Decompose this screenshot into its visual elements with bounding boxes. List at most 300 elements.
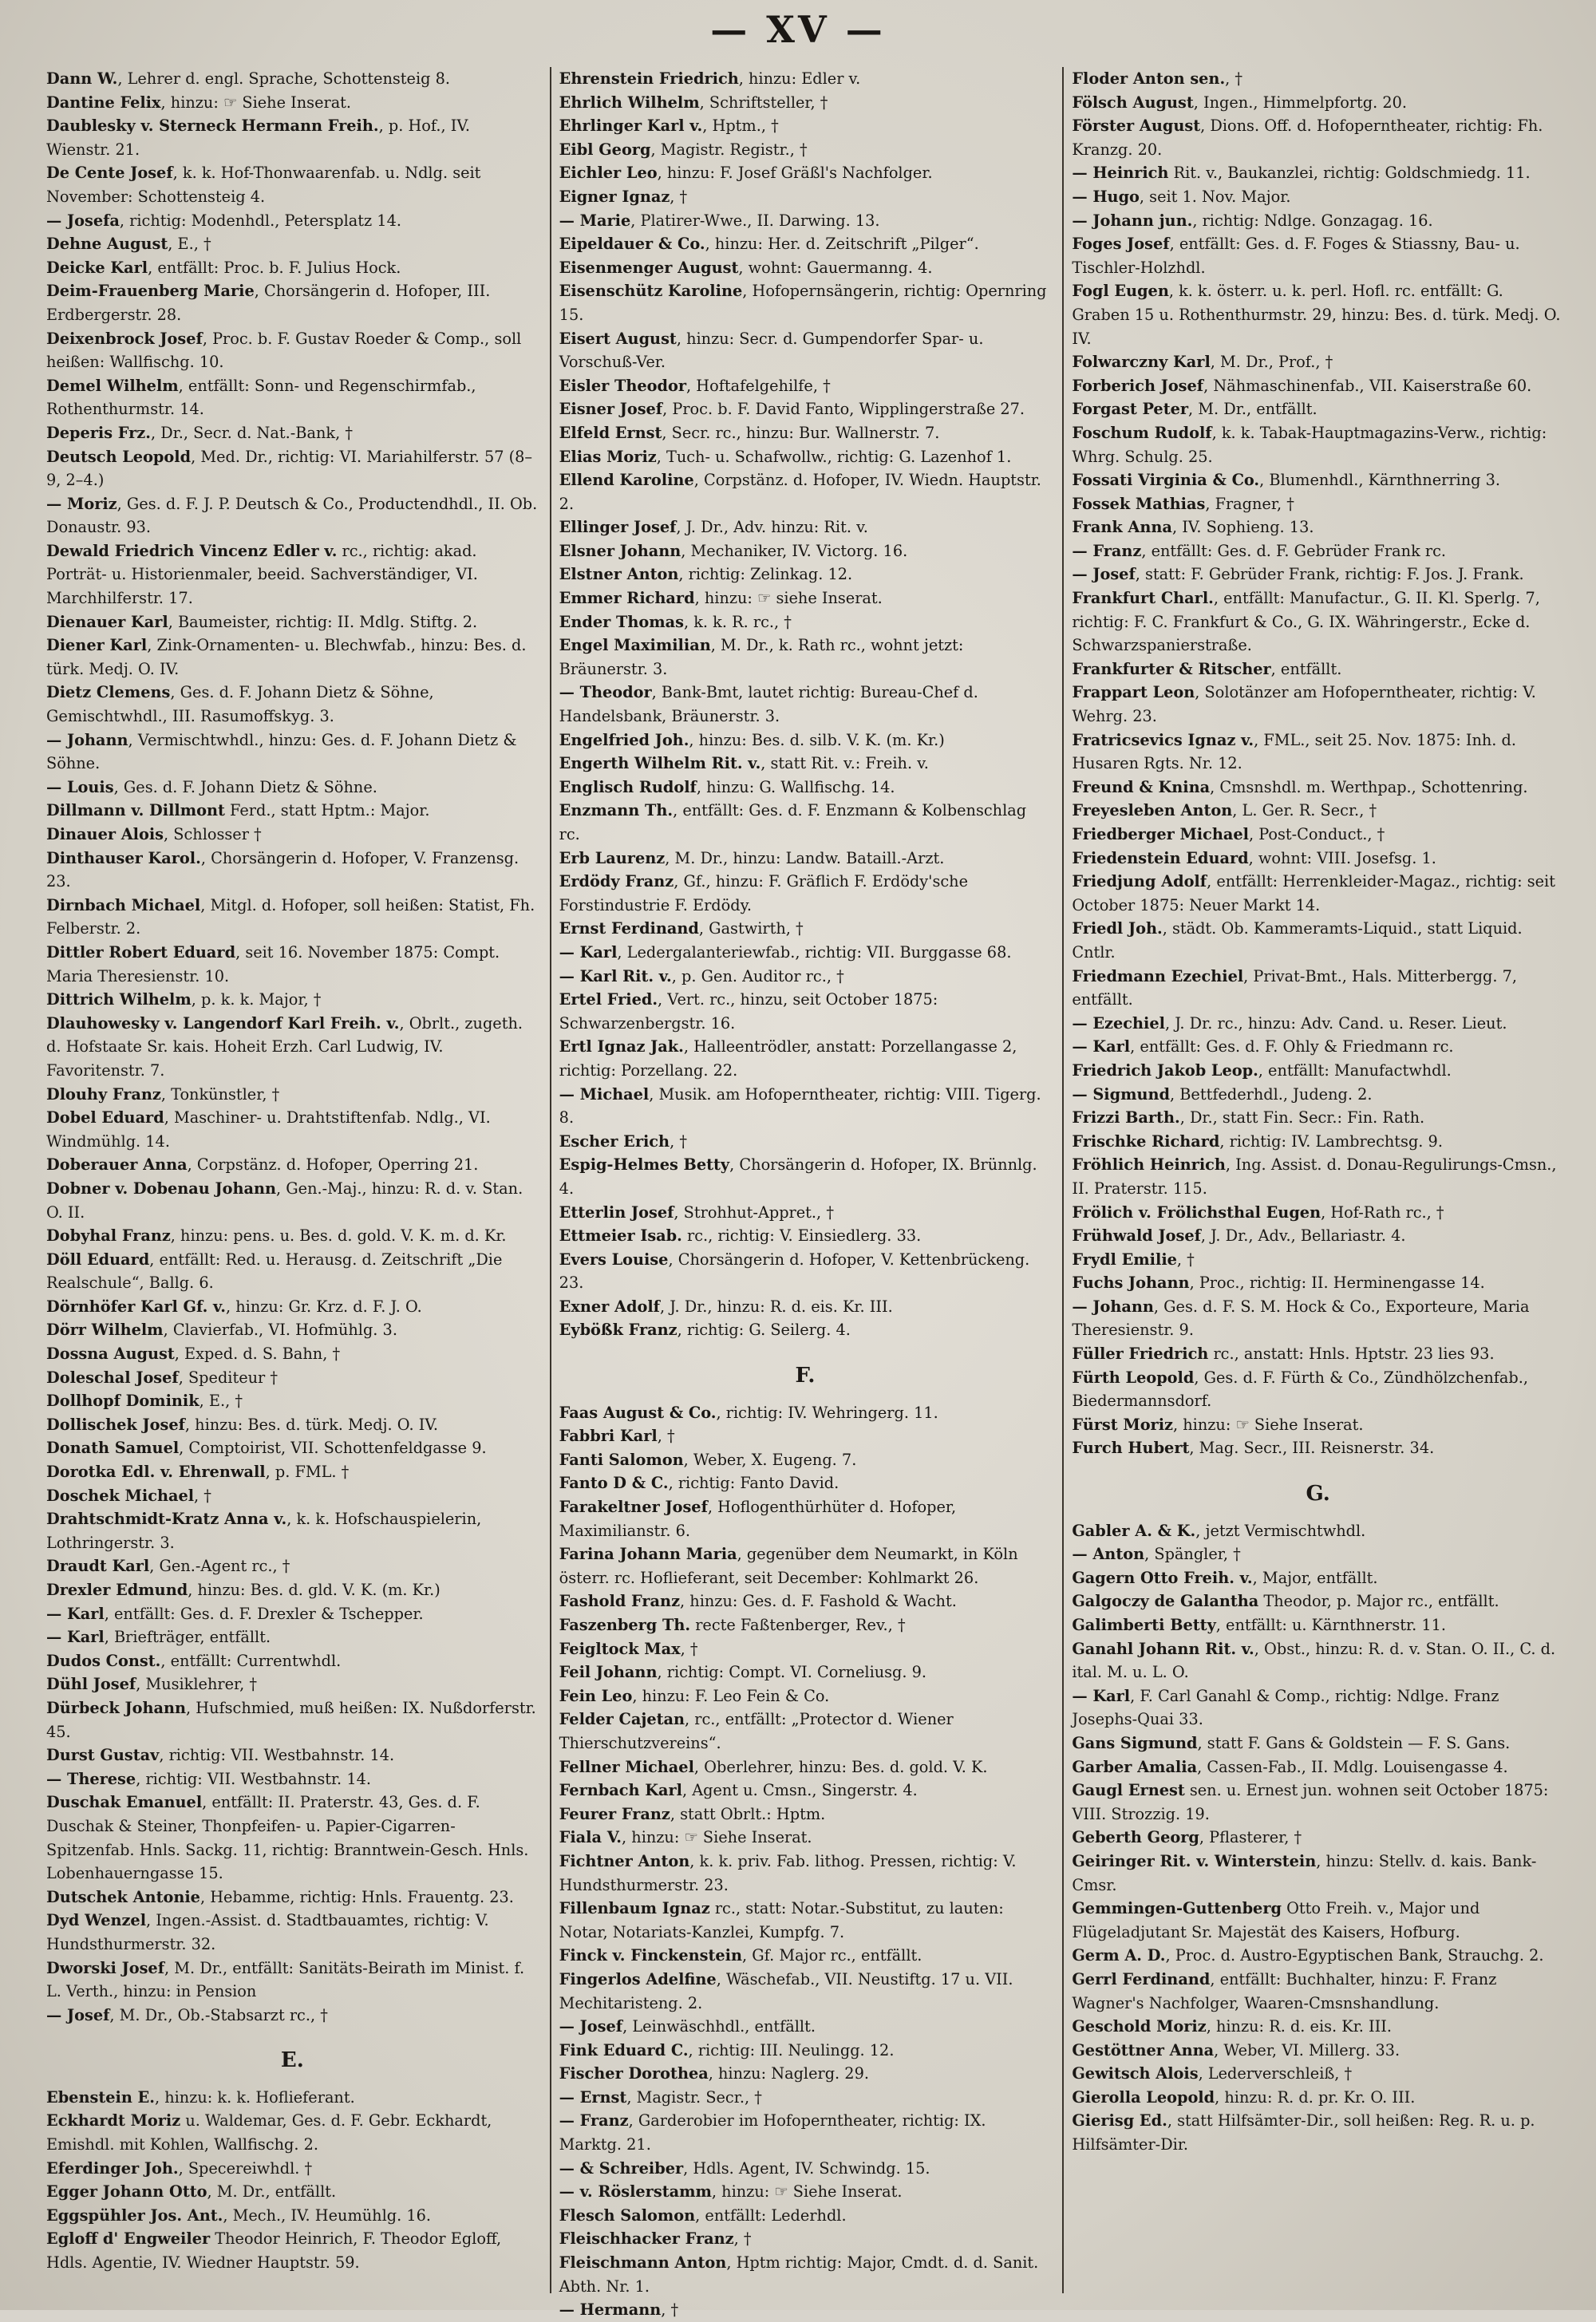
entry-name: Foschum Rudolf <box>1072 423 1212 442</box>
entry-name: Espig-Helmes Betty <box>559 1155 730 1175</box>
directory-entry <box>1072 1589 1564 1613</box>
directory-entry <box>559 2180 1052 2204</box>
entry-text: rc., richtig: akad. Porträt- u. Historienmaler, beeid. Sachverständiger, VI. Marchhilferstr. 17. <box>46 541 478 608</box>
entry-name: Ganahl Johann Rit. v. <box>1072 1639 1254 1658</box>
entry-text: , IV. Sophieng. 13. <box>1171 518 1314 537</box>
entry-name: — Anton <box>1072 1545 1145 1564</box>
directory-entry <box>46 729 539 776</box>
directory-entry <box>1072 114 1564 161</box>
directory-entry <box>559 1826 1052 1850</box>
entry-name: Dobyhal Franz <box>46 1226 171 1246</box>
entry-text: , Hoflogenthürhüter d. Hofoper, Maximilianstr. 6. <box>559 1498 957 1540</box>
entry-text: , Leinwäschhdl., entfällt. <box>622 2017 816 2036</box>
entry-name: — Theodor <box>559 683 652 702</box>
directory-entry <box>1072 232 1564 279</box>
entry-text: , Hoftafelgehilfe, † <box>686 376 831 395</box>
entry-text: , hinzu: Bes. d. silb. V. K. (m. Kr.) <box>689 730 945 749</box>
entry-text: , entfällt: II. Praterstr. 43, Ges. d. F. Duschak & Steiner, Thonpfeifen- u. Papier-Cigarren-Spitzenfab. Hnls. Sackg. 11, richtig: Branntwein-Gesch. Hnls. Lobenhauerngasse 15. <box>46 1793 529 1883</box>
entry-name: — v. Röslerstamm <box>559 2182 712 2202</box>
entry-name: — Hermann <box>559 2300 662 2320</box>
entry-name: Friedmann Ezechiel <box>1072 966 1244 985</box>
entry-text: , Bettfederhdl., Judeng. 2. <box>1170 1084 1373 1104</box>
directory-entry <box>559 1613 1052 1637</box>
entry-text: rc., anstatt: Hnls. Hptstr. 23 lies 93. <box>1208 1345 1495 1364</box>
entry-text: , hinzu: ☞ Siehe Inserat. <box>1172 1415 1364 1434</box>
directory-entry <box>46 1767 539 1791</box>
entry-text: , richtig: Fanto David. <box>668 1474 839 1493</box>
entry-text: , J. Dr. rc., hinzu: Adv. Cand. u. Reser. Lieut. <box>1164 1013 1507 1033</box>
entry-name: — Johann <box>1072 1297 1154 1316</box>
entry-name: Fossati Virginia & Co. <box>1072 471 1260 490</box>
directory-entry <box>559 1779 1052 1803</box>
directory-entry <box>46 988 539 1012</box>
directory-entry <box>46 1602 539 1626</box>
entry-text: , Chorsängerin d. Hofoper, IX. Brünnlg. 4. <box>559 1155 1037 1198</box>
directory-entry <box>46 847 539 894</box>
entry-name: — Josef <box>46 2005 110 2024</box>
directory-entry <box>559 1448 1052 1472</box>
entry-name: Dudos Const. <box>46 1651 161 1670</box>
directory-entry <box>559 2086 1052 2110</box>
entry-name: Engerth Wilhelm Rit. v. <box>559 754 761 773</box>
entry-text: , Schriftsteller, † <box>699 93 828 112</box>
directory-entry <box>46 799 539 823</box>
entry-text: , Hof-Rath rc., † <box>1321 1202 1444 1222</box>
entry-text: , Spediteur † <box>178 1368 279 1387</box>
directory-entry <box>559 445 1052 469</box>
entry-text: , † <box>1225 69 1243 88</box>
directory-entry <box>1072 374 1564 398</box>
directory-entry <box>559 1755 1052 1779</box>
entry-name: Durst Gustav <box>46 1746 160 1765</box>
entry-text: , Zink-Ornamenten- u. Blechwfab., hinzu: Bes. d. türk. Medj. O. IV. <box>46 636 527 678</box>
entry-text: , richtig: IV. Lambrechtsg. 9. <box>1219 1131 1443 1151</box>
entry-name: — Johann <box>46 730 128 749</box>
entry-name: Egloff d' Engweiler <box>46 2229 211 2249</box>
column-3 <box>1062 67 1564 2293</box>
entry-text: , Proc. d. Austro-Egyptischen Bank, Strauchg. 2. <box>1165 1946 1544 1965</box>
entry-name: Fürst Moriz <box>1072 1415 1173 1434</box>
directory-entry <box>46 823 539 847</box>
directory-entry <box>559 1248 1052 1295</box>
entry-text: , Ges. d. F. Johann Dietz & Söhne, Gemischtwhdl., III. Rasumoffskyg. 3. <box>46 683 434 726</box>
directory-entry <box>559 917 1052 941</box>
entry-name: Eckhardt Moriz <box>46 2111 181 2130</box>
directory-entry <box>1072 1968 1564 2015</box>
entry-text: , entfällt: Proc. b. F. Julius Hock. <box>148 258 401 277</box>
entry-name: Dworski Josef <box>46 1958 164 1977</box>
directory-entry <box>46 1106 539 1153</box>
directory-entry <box>46 1342 539 1366</box>
entry-text: , richtig: G. Seilerg. 4. <box>677 1321 851 1340</box>
directory-entry <box>1072 2062 1564 2086</box>
entry-name: Freund & Knina <box>1072 777 1211 796</box>
entry-name: Füller Friedrich <box>1072 1345 1209 1364</box>
directory-entry <box>559 2062 1052 2086</box>
entry-name: Gemmingen-Guttenberg <box>1072 1899 1282 1918</box>
directory-entry <box>559 941 1052 965</box>
entry-name: Fossek Mathias <box>1072 494 1206 513</box>
entry-name: Doschek Michael <box>46 1486 195 1505</box>
directory-entry <box>559 1803 1052 1826</box>
directory-entry <box>559 2227 1052 2251</box>
entry-text: , Platirer-Wwe., II. Darwing. 13. <box>630 211 880 230</box>
directory-entry <box>1072 1366 1564 1413</box>
directory-entry <box>1072 1897 1564 1944</box>
directory-entry <box>1072 67 1564 91</box>
entry-text: , Exped. d. S. Bahn, † <box>174 1345 341 1364</box>
entry-text: , hinzu: pens. u. Bes. d. gold. V. K. m. d. Kr. <box>170 1226 507 1246</box>
directory-entry <box>559 539 1052 563</box>
entry-name: Eibl Georg <box>559 140 651 159</box>
entry-text: , Secr. rc., hinzu: Bur. Wallnerstr. 7. <box>662 423 940 442</box>
directory-entry <box>559 965 1052 989</box>
entry-text: , p. Hof., IV. Wienstr. 21. <box>46 116 471 159</box>
directory-entry <box>46 1625 539 1649</box>
entry-name: — Michael <box>559 1084 650 1104</box>
entry-name: Geberth Georg <box>1072 1828 1199 1847</box>
entry-name: Geschold Moriz <box>1072 2017 1207 2036</box>
directory-entry <box>1072 1035 1564 1059</box>
entry-text: , Lehrer d. engl. Sprache, Schottensteig 8. <box>117 69 450 88</box>
entry-text: , entfällt: Ges. d. F. Ohly & Friedmann rc. <box>1130 1037 1454 1056</box>
entry-name: Deim-Frauenberg Marie <box>46 282 255 301</box>
entry-name: — Karl <box>46 1628 105 1647</box>
entry-text: , Oberlehrer, hinzu: Bes. d. gold. V. K. <box>693 1757 988 1776</box>
directory-entry <box>1072 1613 1564 1637</box>
entry-name: Gerrl Ferdinand <box>1072 1969 1211 1988</box>
directory-entry <box>1072 1779 1564 1826</box>
directory-entry <box>1072 1519 1564 1543</box>
entry-name: Fingerlos Adelfine <box>559 1969 717 1988</box>
directory-entry <box>559 138 1052 162</box>
entry-name: Eisenschütz Karoline <box>559 282 743 301</box>
entry-name: Freyesleben Anton <box>1072 801 1233 820</box>
directory-entry <box>559 1318 1052 1342</box>
directory-entry <box>1072 1413 1564 1437</box>
entry-name: Dörr Wilhelm <box>46 1321 164 1340</box>
entry-text: , Weber, VI. Millerg. 33. <box>1214 2040 1400 2059</box>
entry-name: Fink Eduard C. <box>559 2040 689 2059</box>
entry-name: Germ A. D. <box>1072 1946 1166 1965</box>
directory-entry <box>46 1460 539 1484</box>
entry-name: De Cente Josef <box>46 164 173 183</box>
directory-entry <box>46 634 539 681</box>
entry-name: Fölsch August <box>1072 93 1194 112</box>
entry-text: , † <box>680 1639 698 1658</box>
entry-name: Gans Sigmund <box>1072 1733 1198 1752</box>
entry-text: Theodor Heinrich, F. Theodor Egloff, Hdls. Agentie, IV. Wiedner Hauptstr. 59. <box>46 2229 502 2273</box>
entry-text: , Ing. Assist. d. Donau-Regulirungs-Cmsn., II. Praterstr. 115. <box>1072 1155 1557 1198</box>
entry-text: , † <box>670 1131 687 1151</box>
entry-name: — Josef <box>1072 565 1136 584</box>
entry-text: , L. Ger. R. Secr., † <box>1232 801 1377 820</box>
directory-entry <box>559 847 1052 871</box>
entry-text: , M. Dr., entfällt. <box>207 2182 337 2202</box>
entry-name: Englisch Rudolf <box>559 777 697 796</box>
entry-name: Fellner Michael <box>559 1757 694 1776</box>
entry-text: , Specereiwhdl. † <box>178 2158 313 2178</box>
entry-text: , Lederverschleiß, † <box>1198 2064 1353 2083</box>
directory-entry <box>46 445 539 492</box>
entry-text: , p. k. k. Major, † <box>191 990 322 1009</box>
entry-name: Gestöttner Anna <box>1072 2040 1215 2059</box>
entry-text: , entfällt: Ges. d. F. Foges & Stiassny, Bau- u. Tischler-Holzhdl. <box>1072 235 1520 277</box>
entry-text: , hinzu: Ges. d. F. Fashold & Wacht. <box>680 1592 957 1611</box>
entry-name: Drahtschmidt-Kratz Anna v. <box>46 1510 287 1529</box>
directory-entry <box>46 1957 539 2004</box>
entry-name: Feil Johann <box>559 1663 658 1682</box>
entry-name: Frankfurter & Ritscher <box>1072 659 1271 678</box>
directory-entry <box>1072 1201 1564 1225</box>
entry-text: , FML., seit 25. Nov. 1875: Inh. d. Husaren Rgts. Nr. 12. <box>1072 730 1517 773</box>
entry-text: , gegenüber dem Neumarkt, in Köln österr. rc. Hoflieferant, seit December: Kohlmarkt 26. <box>559 1545 1018 1587</box>
entry-name: Furch Hubert <box>1072 1439 1190 1458</box>
entry-text: , E., † <box>199 1392 243 1411</box>
entry-text: , entfällt: Herrenkleider-Magaz., richtig: seit October 1875: Neuer Markt 14. <box>1072 872 1555 914</box>
directory-entry <box>1072 1684 1564 1732</box>
directory-entry <box>559 279 1052 326</box>
directory-entry <box>1072 776 1564 800</box>
entry-name: Friedl Joh. <box>1072 919 1163 938</box>
entry-text: recte Faßtenberger, Rev., † <box>690 1616 906 1634</box>
directory-entry <box>1072 492 1564 516</box>
entry-name: — Karl <box>46 1604 105 1623</box>
entry-text: , p. Gen. Auditor rc., † <box>671 966 844 985</box>
directory-entry <box>1072 209 1564 233</box>
directory-entry <box>559 397 1052 421</box>
entry-name: Frühwald Josef <box>1072 1226 1201 1246</box>
entry-text: , Corpstänz. d. Hofoper, IV. Wiedn. Hauptstr. 2. <box>559 471 1041 513</box>
entry-text: , Post-Conduct., † <box>1248 825 1385 843</box>
entry-name: Frydl Emilie <box>1072 1250 1177 1269</box>
entry-name: Dühl Josef <box>46 1675 136 1694</box>
directory-entry <box>46 1672 539 1696</box>
entry-name: Fanti Salomon <box>559 1450 684 1469</box>
directory-entry <box>1072 823 1564 847</box>
entry-text: , statt Obrlt.: Hptm. <box>670 1804 826 1823</box>
directory-entry <box>559 1035 1052 1082</box>
entry-text: , Blumenhdl., Kärnthnerring 3. <box>1259 471 1501 490</box>
directory-entry <box>1072 1224 1564 1248</box>
entry-text: , J. Dr., Adv. hinzu: Rit. v. <box>676 518 868 537</box>
directory-entry <box>559 1424 1052 1448</box>
entry-name: Dietz Clemens <box>46 683 171 702</box>
entry-name: Ernst Ferdinand <box>559 919 699 938</box>
entry-text: , Privat-Bmt., Hals. Mitterbergg. 7, entfällt. <box>1072 966 1517 1009</box>
entry-text: , k. k. Hofschauspielerin, Lothringerstr. 3. <box>46 1510 482 1552</box>
entry-name: Erb Laurenz <box>559 848 666 867</box>
entry-name: Feurer Franz <box>559 1804 670 1823</box>
entry-name: Frischke Richard <box>1072 1131 1220 1151</box>
entry-name: Dehne August <box>46 235 168 254</box>
entry-name: Daublesky v. Sterneck Hermann Freih. <box>46 116 379 136</box>
entry-name: Eichler Leo <box>559 164 658 183</box>
directory-entry <box>559 1661 1052 1684</box>
entry-name: — Josef <box>559 2017 623 2036</box>
entry-text: , Schlosser † <box>164 825 262 843</box>
entry-text: , Cassen-Fab., II. Mdlg. Louisengasse 4. <box>1197 1757 1508 1776</box>
directory-entry <box>46 1366 539 1390</box>
directory-entry <box>1072 1566 1564 1590</box>
entry-text: , Dr., Secr. d. Nat.-Bank, † <box>150 423 353 442</box>
directory-entry <box>1072 729 1564 776</box>
directory-entry <box>46 1507 539 1554</box>
entry-name: Friedenstein Eduard <box>1072 848 1249 867</box>
page-number: — XV — <box>710 8 886 51</box>
directory-entry <box>559 988 1052 1035</box>
directory-entry <box>46 492 539 539</box>
entry-name: Egger Johann Otto <box>46 2182 207 2202</box>
entry-name: Ellinger Josef <box>559 518 677 537</box>
directory-entry <box>559 1083 1052 1130</box>
entry-text: , Halleentrödler, anstatt: Porzellangasse 2, richtig: Porzellang. 22. <box>559 1037 1017 1080</box>
entry-name: Friedjung Adolf <box>1072 872 1207 891</box>
entry-text: , Maschiner- u. Drahtstiftenfab. Ndlg., VI. Windmühlg. 14. <box>46 1108 491 1151</box>
entry-text: , Musiklehrer, † <box>136 1675 257 1694</box>
entry-name: Etterlin Josef <box>559 1202 674 1222</box>
entry-name: — Franz <box>1072 541 1142 560</box>
directory-entry <box>1072 2039 1564 2063</box>
directory-entry <box>1072 917 1564 964</box>
directory-entry <box>46 1791 539 1885</box>
entry-name: Fein Leo <box>559 1686 633 1705</box>
entry-name: Farina Johann Maria <box>559 1545 737 1564</box>
entry-text: , Proc. b. F. David Fanto, Wipplingerstraße 27. <box>662 400 1025 419</box>
entry-text: , Chorsängerin d. Hofoper, V. Kettenbrückeng. 23. <box>559 1250 1030 1293</box>
directory-entry <box>46 776 539 800</box>
directory-entry <box>559 1201 1052 1225</box>
entry-name: Dorotka Edl. v. Ehrenwall <box>46 1463 266 1482</box>
entry-text: , M. Dr., Prof., † <box>1210 353 1333 372</box>
entry-text: , statt F. Gans & Goldstein — F. S. Gans. <box>1197 1733 1511 1752</box>
entry-text: , † <box>1176 1250 1195 1269</box>
entry-name: Demel Wilhelm <box>46 376 179 395</box>
entry-name: — Johann jun. <box>1072 211 1193 230</box>
directory-entry <box>1072 279 1564 350</box>
directory-entry <box>1072 1732 1564 1755</box>
entry-text: , † <box>194 1486 211 1505</box>
entry-name: Eipeldauer & Co. <box>559 235 705 254</box>
directory-entry <box>46 161 539 208</box>
entry-text: , Baumeister, richtig: II. Mdlg. Stiftg. 2. <box>168 612 478 631</box>
directory-entry <box>1072 1248 1564 1272</box>
directory-entry <box>559 1968 1052 2015</box>
directory-entry <box>559 1589 1052 1613</box>
entry-name: Ehrlinger Karl v. <box>559 116 703 136</box>
entry-text: , Garderobier im Hofoperntheater, richtig: IX. Marktg. 21. <box>559 2111 986 2154</box>
columns-container <box>46 67 1564 2320</box>
entry-text: , Gf., hinzu: F. Gräflich F. Erdödy'sche Forstindustrie F. Erdödy. <box>559 872 969 914</box>
entry-text: , Cmsnshdl. m. Werthpap., Schottenring. <box>1210 777 1528 796</box>
entry-name: Elstner Anton <box>559 565 679 584</box>
entry-text: , k. k. R. rc., † <box>683 612 792 631</box>
entry-name: — & Schreiber <box>559 2158 684 2178</box>
entry-name: Deutsch Leopold <box>46 447 192 466</box>
entry-text: , Hufschmied, muß heißen: IX. Nußdorferstr. 45. <box>46 1698 536 1741</box>
entry-text: , richtig: Compt. VI. Corneliusg. 9. <box>657 1663 927 1682</box>
entry-text: , entfällt. <box>1270 659 1342 678</box>
directory-entry <box>559 374 1052 398</box>
entry-name: Dirnbach Michael <box>46 895 201 914</box>
directory-entry <box>559 1471 1052 1495</box>
entry-text: , hinzu: k. k. Hoflieferant. <box>154 2087 355 2107</box>
directory-entry <box>559 2039 1052 2063</box>
directory-entry <box>46 1649 539 1673</box>
entry-name: Elfeld Ernst <box>559 423 662 442</box>
directory-entry <box>46 2204 539 2228</box>
entry-name: Deixenbrock Josef <box>46 329 203 348</box>
directory-entry <box>1072 1944 1564 1968</box>
entry-text: , Ges. d. F. J. P. Deutsch & Co., Productendhdl., II. Ob. Donaustr. 93. <box>46 494 538 537</box>
directory-entry <box>46 681 539 728</box>
entry-text: , entfällt: Sonn- und Regenschirmfab., Rothenthurmstr. 14. <box>46 376 476 419</box>
entry-text: , M. Dr., entfällt: Sanitäts-Beirath im Minist. f. L. Verth., hinzu: in Pension <box>46 1958 525 2001</box>
entry-name: Faas August & Co. <box>559 1403 717 1422</box>
directory-entry <box>46 327 539 374</box>
directory-entry <box>559 1637 1052 1661</box>
entry-text: , seit 16. November 1875: Compt. Maria Theresienstr. 10. <box>46 942 500 985</box>
directory-entry <box>559 1542 1052 1589</box>
directory-entry <box>46 1318 539 1342</box>
entry-name: Geiringer Rit. v. Winterstein <box>1072 1851 1317 1870</box>
entry-text: , entfällt: Currentwhdl. <box>160 1651 342 1670</box>
directory-entry <box>1072 515 1564 539</box>
entry-name: Faszenberg Th. <box>559 1616 691 1634</box>
directory-entry <box>1072 965 1564 1012</box>
directory-entry <box>46 2227 539 2274</box>
entry-text: , hinzu: F. Leo Fein & Co. <box>632 1686 830 1705</box>
directory-entry <box>1072 1436 1564 1460</box>
entry-name: Dyd Wenzel <box>46 1911 147 1930</box>
directory-entry <box>559 327 1052 374</box>
entry-text: , hinzu: ☞ Siehe Inserat. <box>622 1828 812 1847</box>
directory-entry <box>46 1012 539 1083</box>
entry-text: Rit. v., Baukanzlei, richtig: Goldschmiedg. 11. <box>1168 164 1531 183</box>
directory-entry <box>559 2109 1052 2156</box>
entry-text: , Mechaniker, IV. Victorg. 16. <box>681 541 908 560</box>
entry-name: Erdödy Franz <box>559 872 674 891</box>
entry-text: , hinzu: Stellv. d. kais. Bank-Cmsr. <box>1072 1851 1537 1894</box>
entry-name: — Franz <box>559 2111 629 2130</box>
entry-text: , Med. Dr., richtig: VI. Mariahilferstr. 57 (8–9, 2–4.) <box>46 447 533 490</box>
directory-entry <box>1072 681 1564 728</box>
directory-entry <box>1072 161 1564 185</box>
entry-text: , M. Dr., hinzu: Landw. Bataill.-Arzt. <box>665 848 945 867</box>
entry-name: Felder Cajetan <box>559 1710 685 1729</box>
directory-entry <box>46 2086 539 2110</box>
entry-name: Fogl Eugen <box>1072 282 1169 301</box>
entry-name: Escher Erich <box>559 1131 670 1151</box>
directory-entry <box>46 1295 539 1319</box>
entry-name: Dollhopf Dominik <box>46 1392 200 1411</box>
entry-name: Ehrlich Wilhelm <box>559 93 700 112</box>
entry-name: Fashold Franz <box>559 1592 681 1611</box>
entry-name: Fürth Leopold <box>1072 1368 1195 1387</box>
entry-name: Gierisg Ed. <box>1072 2111 1167 2130</box>
entry-text: , seit 1. Nov. Major. <box>1139 187 1291 206</box>
directory-entry <box>46 1554 539 1578</box>
entry-text: , k. k. österr. u. k. perl. Hofl. rc. entfällt: G. Graben 15 u. Rothenthurmstr. 29, hinzu: Bes. d. türk. Medj. O. IV. <box>1072 282 1561 348</box>
entry-text: , Ledergalanteriewfab., richtig: VII. Burggasse 68. <box>617 942 1012 962</box>
entry-text: , hinzu: Bes. d. türk. Medj. O. IV. <box>184 1415 439 1434</box>
directory-entry <box>46 1083 539 1107</box>
entry-name: Döll Eduard <box>46 1250 150 1269</box>
entry-text: , hinzu: Gr. Krz. d. F. J. O. <box>226 1297 422 1316</box>
entry-name: Doleschal Josef <box>46 1368 179 1387</box>
directory-entry <box>46 91 539 115</box>
entry-name: Deperis Frz. <box>46 423 151 442</box>
